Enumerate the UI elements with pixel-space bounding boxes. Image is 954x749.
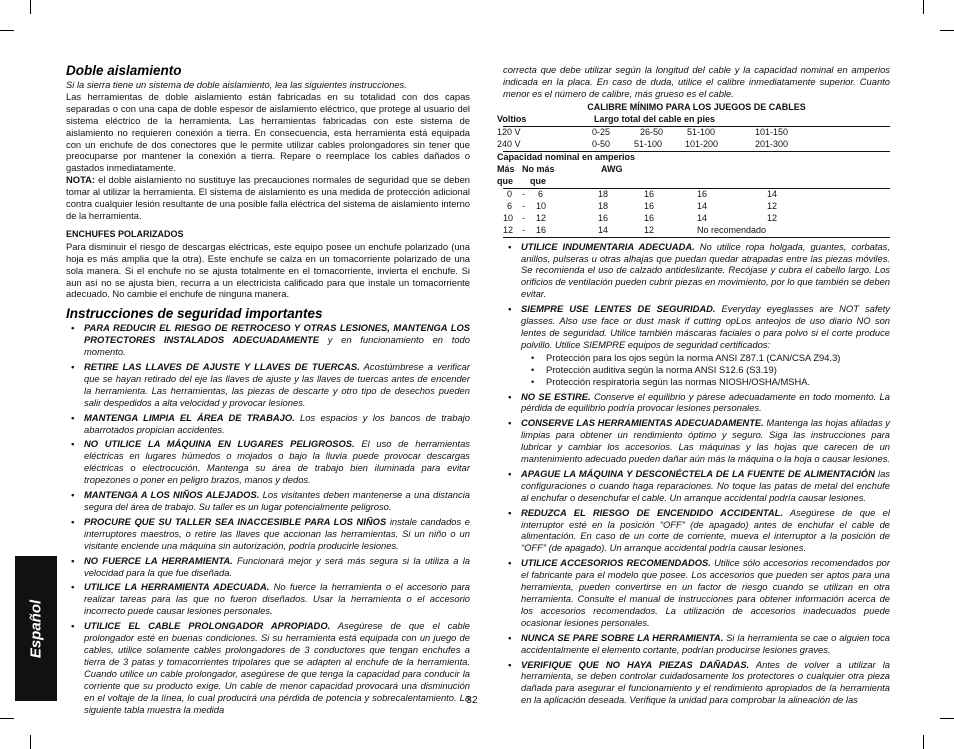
list-item xyxy=(503,241,890,301)
item-lead: SIEMPRE USE LENTES DE SEGURIDAD. xyxy=(521,303,716,315)
item-text: Asegúrese de que el cable prolongador esté en buenas condiciones. Si su herramienta está equipada con un juego de cables, utilice solamente cables prolongadores de 3 conductores que tengan enchufes a tierra de 3 patas y tomacorrientes tripolares que se adapten al enchufe de la herramienta. Cuando utilice un cable prolongador, asegúrese de que tenga la capacidad para conducir la corriente que su producto exige. Un cable de menor capacidad provocará una disminución en el voltaje de la línea, lo cual producirá una pérdida de potencia y sobrecalentamiento. La siguiente tabla muestra la medida xyxy=(84,620,470,715)
list-item xyxy=(66,620,470,715)
table-cell: 10 xyxy=(536,200,547,211)
table-row xyxy=(497,138,890,152)
sub-list-item: • Protección auditiva según la norma ANSI S12.6 (S3.19) xyxy=(521,364,890,376)
item-lead: UTILICE EL CABLE PROLONGADOR APROPIADO. xyxy=(84,620,331,632)
table-cell: - xyxy=(522,200,525,211)
continuation-text: correcta que debe utilizar según la longitud del cable y la capacidad nominal en amperios indicada en la placa. En caso de duda, utilice el calibre inmediatamente superior. Cuanto menor es el número de calibre, más grueso es el cable. xyxy=(503,64,890,99)
list-item xyxy=(503,303,890,387)
list-item xyxy=(503,632,890,656)
item-text: No fuerce la herramienta o el accesorio para realizar tareas para las que no fueron diseñados. Usar la herramienta o el accesorio incorrecto puede causar lesiones personales. xyxy=(84,581,470,617)
table-cell: 16 xyxy=(644,212,655,223)
table-cell: 26-50 xyxy=(640,126,664,137)
table-cell: 6 xyxy=(507,200,513,211)
item-lead: MANTENGA LIMPIA EL ÁREA DE TRABAJO. xyxy=(84,411,295,423)
table-cell: 16 xyxy=(536,224,547,235)
crop-mark xyxy=(30,0,31,14)
table-cell: 12 xyxy=(767,212,778,223)
col-que: que xyxy=(530,175,547,186)
table-row xyxy=(503,201,890,213)
list-item xyxy=(66,322,470,358)
note-text: el doble aislamiento no sustituye las precauciones normales de seguridad que se deben tomar al utilizar la herramienta. El sistema de aislamiento es una medida de protección adicional contra cualquier lesión resultante de una posible falla eléctrica del sistema de aislamiento interno de la herramienta. xyxy=(66,174,470,221)
item-text: instale candados e interruptores maestros, o retire las llaves que accionan las herramientas. Si un niño o un visitante enciende una máquina sin autorización, podría producirle lesiones. xyxy=(84,515,470,551)
item-text: Los visitantes deben mantenerse a una distancia segura del área de trabajo. Su taller es un lugar potencialmente peligroso. xyxy=(84,489,470,512)
language-tab xyxy=(15,556,57,701)
item-text: y en funcionamiento en todo momento. xyxy=(84,334,470,358)
left-column xyxy=(66,63,470,718)
language-tab-label: Español xyxy=(27,599,45,658)
table-cell: 14 xyxy=(697,212,708,223)
cable-gauge-table xyxy=(497,101,890,238)
table-cell: 12 xyxy=(644,224,655,235)
table-cell: 51-100 xyxy=(687,126,716,137)
equipment-sublist xyxy=(521,352,890,388)
table-cell: 0-25 xyxy=(592,126,611,137)
list-item xyxy=(503,417,890,465)
table-cell: 14 xyxy=(767,188,778,199)
safety-list-right xyxy=(503,241,890,707)
table-cell: - xyxy=(522,188,525,199)
col-mas: Más xyxy=(497,163,515,174)
volts-header: Voltios xyxy=(497,113,527,124)
item-text: Utilice sólo accesorios recomendados por el fabricante para el modelo que posee. Los accesorios que pueden ser aptos para una herramienta, pueden convertirse en un factor de riesgo cuando se utilizan en otra herramienta. Consulte el manual de instrucciones para obtener información acerca de los accesorios recomendados. La utilización de accesorios inadecuados puede ocasionar lesiones personales. xyxy=(521,557,891,628)
item-lead: UTILICE LA HERRAMIENTA ADECUADA. xyxy=(84,581,270,593)
list-item xyxy=(66,489,470,513)
list-item xyxy=(503,557,890,628)
list-item xyxy=(66,438,470,486)
item-text: Funcionará mejor y será más segura si la utiliza a la velocidad para la que fue diseñada. xyxy=(84,554,470,578)
table-cell: 0 xyxy=(507,188,513,199)
item-lead: APAGUE LA MÁQUINA Y DESCONÉCTELA DE LA FUENTE DE ALIMENTACIÓN xyxy=(521,467,875,479)
amp-header: Capacidad nominal en amperios xyxy=(497,151,636,162)
col-que: que xyxy=(497,175,514,186)
item-lead: VERIFIQUE QUE NO HAYA PIEZAS DAÑADAS. xyxy=(521,658,750,670)
table-cell: 12 xyxy=(767,200,778,211)
item-lead: PARA REDUCIR EL RIESGO DE RETROCESO Y OTRAS LESIONES, MANTENGA LOS PROTECTORES INSTALADOS ADECUADAMENTE xyxy=(84,322,470,346)
table-cell: 14 xyxy=(697,200,708,211)
table-cell: - xyxy=(522,212,525,223)
list-item xyxy=(66,581,470,617)
item-text: No utilice ropa holgada, guantes, corbatas, anillos, pulseras u otras alhajas que puedan quedar atrapadas entre las piezas móviles. Se recomienda el uso de calzado antideslizante. Recójase y cubra el cabello largo. Los orificios de ventilación pueden cubrir piezas en movimiento, por lo que también se deben evitar. xyxy=(521,240,890,300)
table-cell: 201-300 xyxy=(755,138,789,149)
item-lead: NO UTILICE LA MÁQUINA EN LUGARES PELIGROSOS. xyxy=(84,438,355,450)
table-cell: 101-200 xyxy=(685,138,719,149)
amp-subheader-row xyxy=(497,175,890,189)
item-lead: RETIRE LAS LLAVES DE AJUSTE Y LLAVES DE TUERCAS. xyxy=(84,361,360,373)
table-cell: 16 xyxy=(644,200,655,211)
item-lead: REDUZCA EL RIESGO DE ENCENDIDO ACCIDENTAL. xyxy=(521,506,783,518)
table-cell: 16 xyxy=(697,188,708,199)
item-lead: NO FUERCE LA HERRAMIENTA. xyxy=(84,554,233,566)
table-cell: 6 xyxy=(538,188,544,199)
table-title: CALIBRE MÍNIMO PARA LOS JUEGOS DE CABLES xyxy=(587,101,806,112)
polarized-plugs-heading: ENCHUFES POLARIZADOS xyxy=(66,228,184,239)
list-item xyxy=(503,659,890,707)
crop-mark xyxy=(0,718,14,719)
note-label: NOTA: xyxy=(66,174,95,186)
table-cell: 240 V xyxy=(497,138,521,149)
item-text: Everyday eyeglasses are NOT safety glasses. Also use face or dust mask if cutting opLos anteojos de uso diario NO son lentes de seguridad. Utilice también máscaras faciales o para polvo si el corte produce polvillo. Utilice SIEMPRE equipos de seguridad certificados: xyxy=(521,303,890,350)
table-cell: 120 V xyxy=(497,126,521,137)
right-column xyxy=(497,64,891,709)
item-lead: PROCURE QUE SU TALLER SEA INACCESIBLE PARA LOS NIÑOS xyxy=(84,515,387,527)
item-lead: NUNCA SE PARE SOBRE LA HERRAMIENTA. xyxy=(521,631,724,643)
table-header-row xyxy=(497,113,890,127)
list-item xyxy=(66,412,470,436)
table-cell: 14 xyxy=(598,224,609,235)
item-text: Si la herramienta se cae o alguien toca accidentalmente el elemento cortante, podrían producirse lesiones graves. xyxy=(521,631,891,655)
list-item xyxy=(66,361,470,409)
table-cell: 12 xyxy=(503,224,514,235)
table-row xyxy=(503,189,890,201)
double-insulation-heading: Doble aislamiento xyxy=(66,63,182,78)
table-cell: 51-100 xyxy=(634,138,663,149)
item-lead: NO SE ESTIRE. xyxy=(521,390,591,402)
safety-list-left xyxy=(66,322,470,715)
polarized-plugs-body: Para disminuir el riesgo de descargas eléctricas, este equipo posee un enchufe polarizado (una hoja es más amplia que la otra). Este enchufe se calza en un tomacorriente polarizado de una sola manera. Si el enchufe no se ajusta totalmente en el tomacorriente, invierta el enchufe. Si aun así no se ajusta bien, recurra a un electricista calificado para que instale un tomacorriente adecuado. No cambie el enchufe de ninguna manera. xyxy=(66,240,470,300)
item-text: Acostúmbrese a verificar que se hayan retirado del eje las llaves de ajuste y las llaves de tuercas antes de encender la herramienta. Las herramientas, las piezas de descarte y otro tipo de desechos pueden salir despedidos a alta velocidad y provocar lesiones. xyxy=(84,361,470,408)
crop-mark xyxy=(30,735,31,749)
item-lead: MANTENGA A LOS NIÑOS ALEJADOS. xyxy=(84,489,260,501)
list-item xyxy=(66,516,470,552)
table-cell: 0-50 xyxy=(592,138,611,149)
col-awg: AWG xyxy=(601,163,623,174)
table-cell: 18 xyxy=(598,200,609,211)
double-insulation-intro: Si la sierra tiene un sistema de doble aislamiento, lea las siguientes instrucciones. xyxy=(66,79,407,90)
crop-mark xyxy=(940,718,954,719)
table-cell: 101-150 xyxy=(755,126,789,137)
table-cell: No recomendado xyxy=(697,224,767,235)
crop-mark xyxy=(940,30,954,31)
safety-instructions-heading: Instrucciones de seguridad importantes xyxy=(66,306,323,322)
table-cell: 16 xyxy=(644,188,655,199)
item-lead: UTILICE ACCESORIOS RECOMENDADOS. xyxy=(521,557,711,569)
table-row xyxy=(497,126,890,139)
sub-list-item: • Protección para los ojos según la norma ANSI Z87.1 (CAN/CSA Z94.3) xyxy=(521,352,890,364)
page-number: 32 xyxy=(466,694,478,706)
sub-list-item: • Protección respiratoria según las normas NIOSH/OSHA/MSHA. xyxy=(521,376,890,388)
amp-subheader-row xyxy=(497,163,890,176)
item-lead: UTILICE INDUMENTARIA ADECUADA. xyxy=(521,240,695,252)
double-insulation-body: Las herramientas de doble aislamiento están fabricadas en su totalidad con dos capas separadas o con una capa de doble espesor de aislamiento eléctrico, que protege al usuario del sistema eléctrico de la herramienta. Las herramientas fabricadas con este sistema de aislamiento no requieren conexión a tierra. En consecuencia, esta herramienta está equipada con un enchufe de dos conectores que le permite utilizar cables prolongadores sin tener que preocuparse por mantener la conexión a tierra. Repare o reemplace los cables dañados o gastados inmediatamente. xyxy=(66,90,470,174)
amp-header-row xyxy=(497,151,890,164)
crop-mark xyxy=(923,0,924,14)
col-nomas: No más xyxy=(522,163,555,174)
list-item xyxy=(503,391,890,415)
crop-mark xyxy=(0,30,14,31)
item-text: las configuraciones o cuando haga reparaciones. No toque las patas de metal del enchufe al enchufar o desenchufar el cable. Un arranque accidental podría causar lesiones. xyxy=(521,467,890,503)
item-text: Antes de volver a utilizar la herramienta, se deben controlar cuidadosamente los protectores o cualquier otra pieza dañada para asegurar el funcionamiento y el rendimiento apropiados de la herramienta en la aplicación deseada. Verifique la unidad para comprobar la alineación de las xyxy=(521,658,890,706)
item-lead: CONSERVE LAS HERRAMIENTAS ADECUADAMENTE. xyxy=(521,417,764,429)
double-insulation-note xyxy=(66,174,470,222)
table-cell: 12 xyxy=(536,212,547,223)
table-cell: 18 xyxy=(598,188,609,199)
item-text: Mantenga las hojas afiladas y limpias para obtener un rendimiento óptimo y seguro. Siga las instrucciones para lubricar y cambiar los accesorios. Las máquinas y las hojas que carecen de un mantenimiento adecuado pueden dañar aún más la máquina o la hoja o causar lesiones. xyxy=(521,417,890,465)
item-text: Conserve el equilibrio y párese adecuadamente en todo momento. La pérdida de equilibrio podría provocar lesiones personales. xyxy=(521,390,890,414)
crop-mark xyxy=(923,735,924,749)
table-row xyxy=(503,225,890,238)
table-cell: 10 xyxy=(503,212,514,223)
length-header: Largo total del cable en pies xyxy=(594,113,716,124)
table-cell: - xyxy=(522,224,525,235)
list-item xyxy=(66,555,470,579)
item-text: Asegúrese de que el interruptor esté en la posición “OFF” (de apagado) antes de enchufar el cable de alimentación. En caso de un corte de corriente, mueva el interruptor a la posición de “OFF” (de apagado). Un arranque accidental podría causar lesiones. xyxy=(521,506,890,554)
table-cell: 16 xyxy=(598,212,609,223)
item-text: Los espacios y los bancos de trabajo abarrotados propician accidentes. xyxy=(84,411,470,435)
item-text: El uso de herramientas eléctricas en lugares húmedos o mojados o bajo la lluvia puede provocar descargas eléctricas o electrocución. Mantenga su área de trabajo bien iluminada para evitar tropezones o poner en peligro brazos, manos y dedos. xyxy=(84,438,470,486)
list-item xyxy=(503,468,890,504)
list-item xyxy=(503,507,890,555)
table-row xyxy=(503,213,890,225)
